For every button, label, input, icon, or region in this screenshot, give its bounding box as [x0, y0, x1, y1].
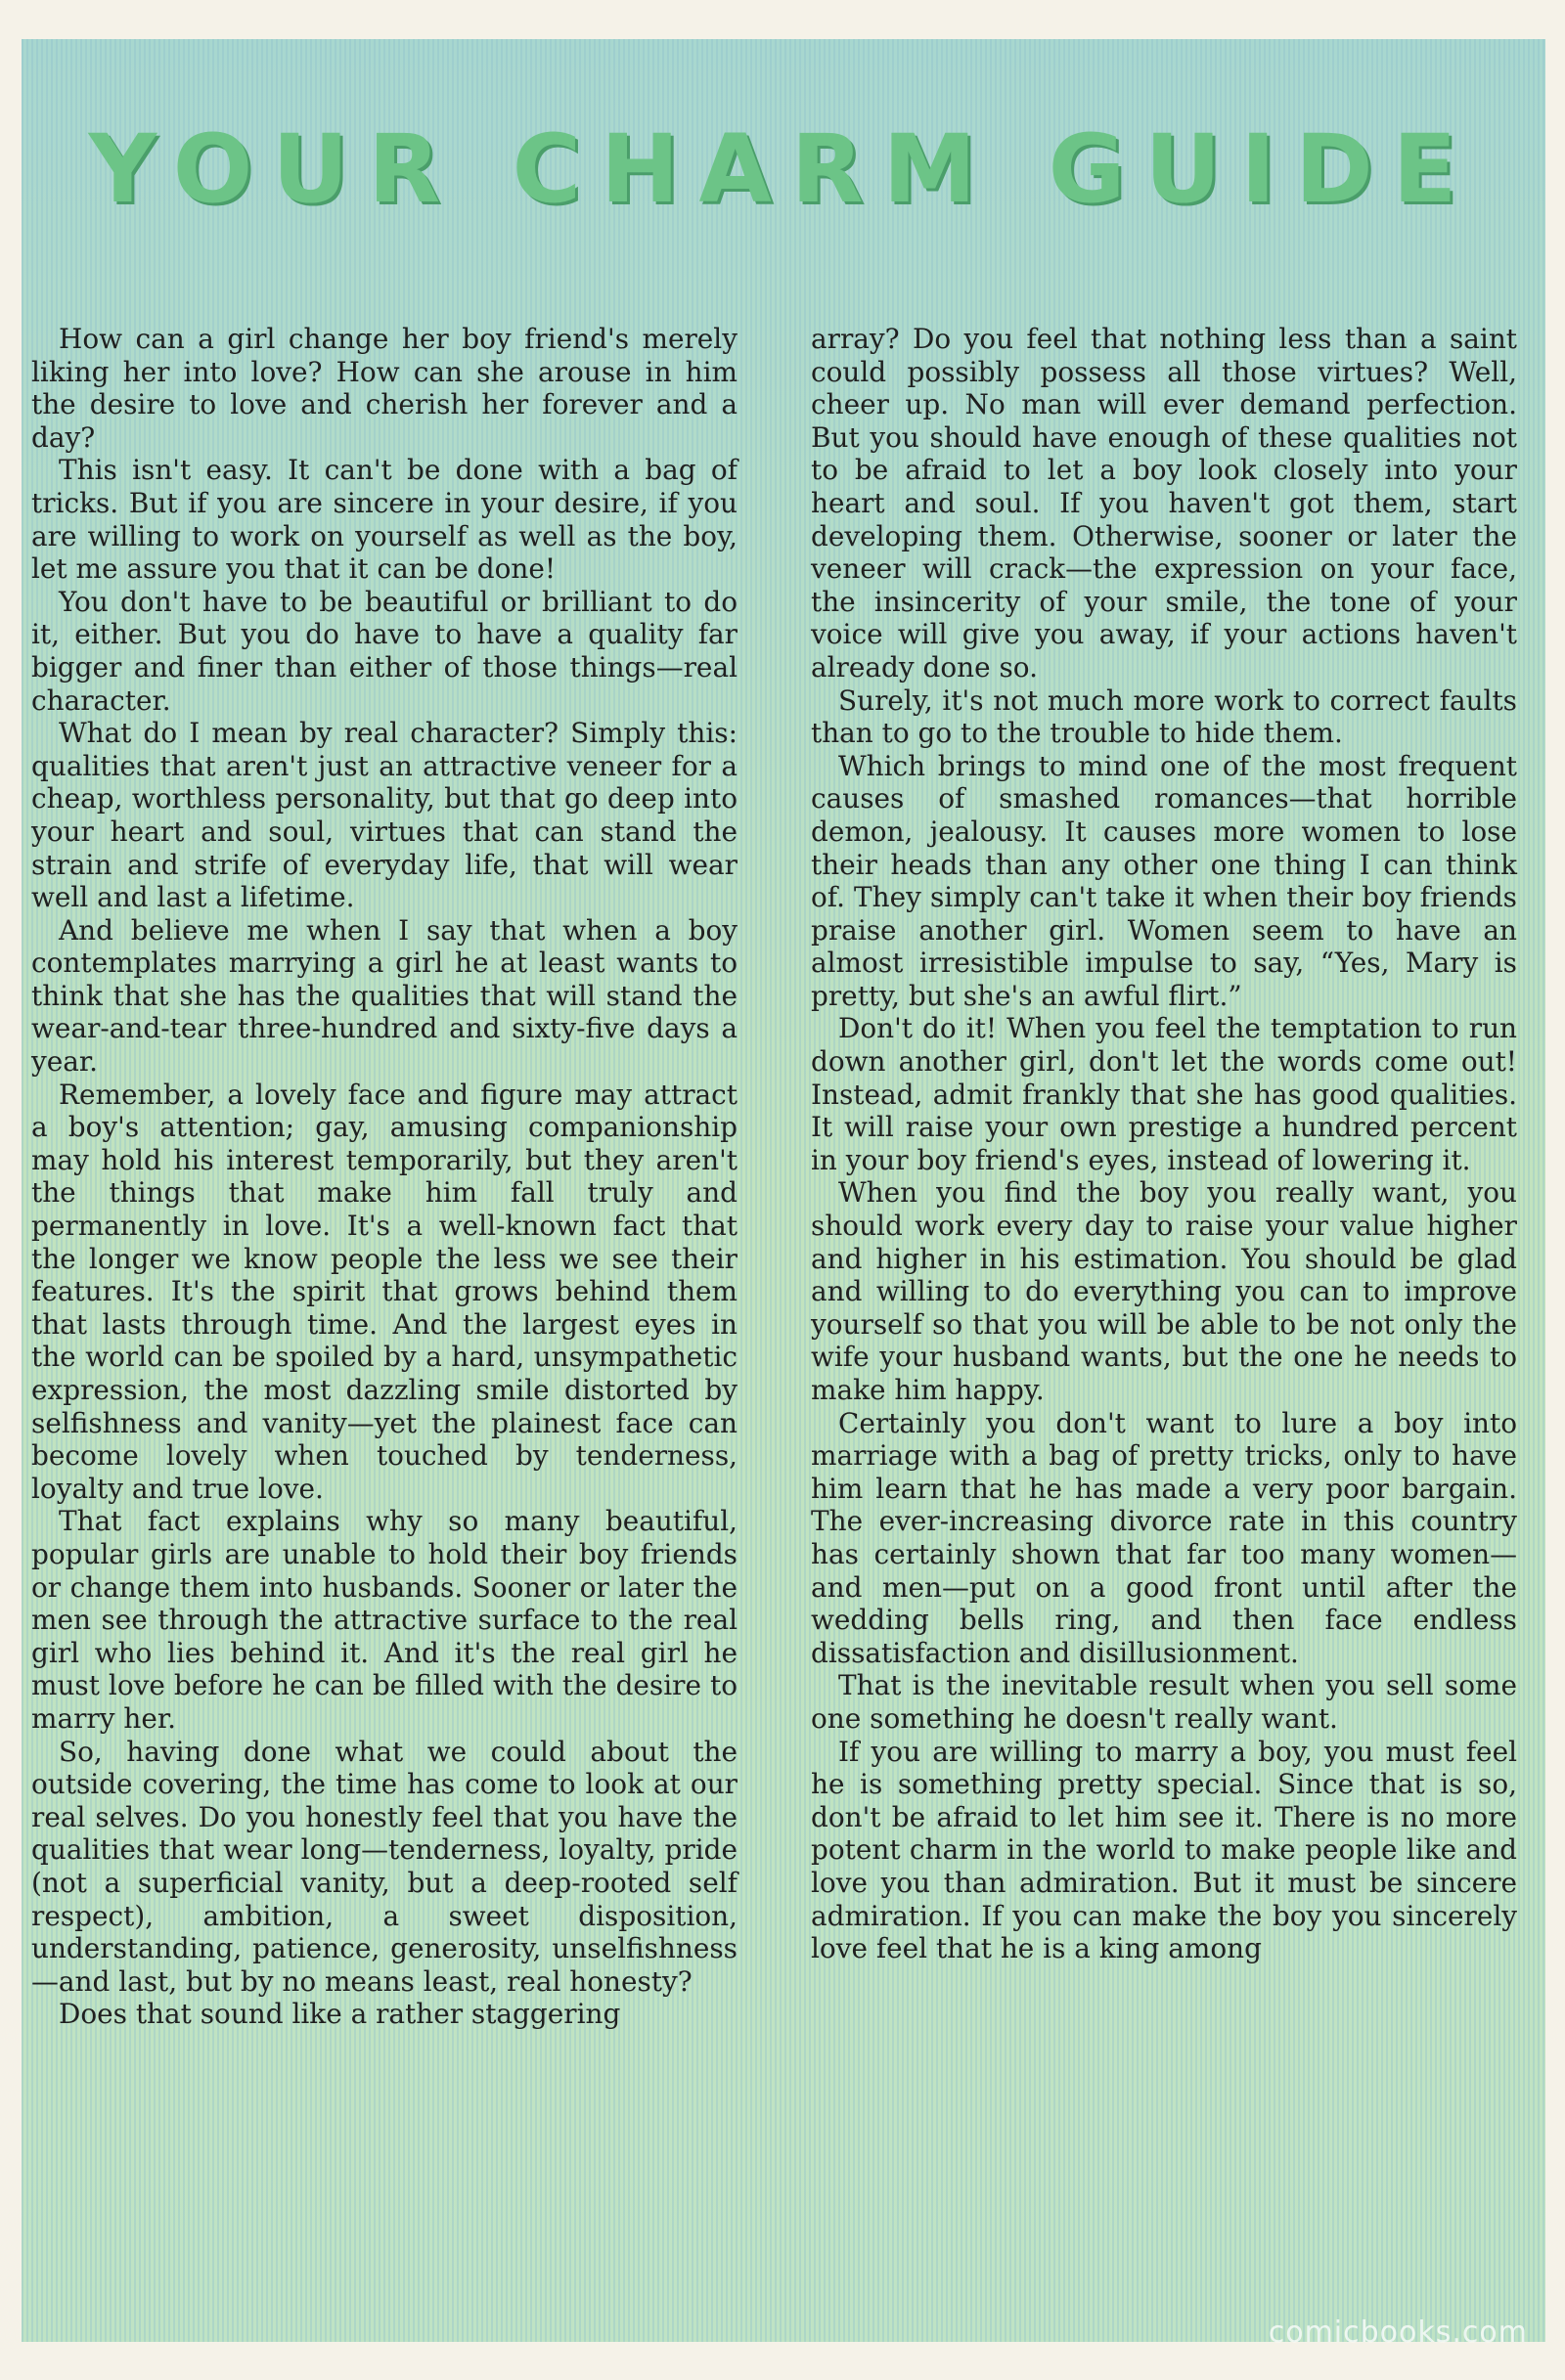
- paragraph: If you are willing to marry a boy, you must feel he is something pretty special. Since that is so, don't be afraid to let him see it. There is no more potent charm in the world to make people like and love you than admiration. But it must be sincere admiration. If you can make the boy you sincerely love feel that he is a king among: [811, 1735, 1517, 1965]
- paragraph: Does that sound like a rather staggering: [59, 1998, 621, 2031]
- paragraph: You don't have to be beautiful or brilliant to do it, either. But you do have to have a quality far bigger and finer than either of those things—real character.: [31, 585, 738, 717]
- page-title: YOUR CHARM GUIDE: [88, 114, 1477, 224]
- left-text-column: [31, 323, 738, 2031]
- paragraph: That fact explains why so many beautiful, popular girls are unable to hold their boy friends or change them into husbands. Sooner or later the men see through the attractive surface to the real girl who lies behind it. And it's the real girl he must love before he can be filled with the desire to marry her.: [31, 1505, 738, 1735]
- paragraph: So, having done what we could about the outside covering, the time has come to look at our real selves. Do you honestly feel that you have the qualities that wear long—tenderness, loyalty, pride (not a superficial vanity, but a deep-rooted self respect), ambition, a sweet disposition, understanding, patience, generosity, unselfishness—and last, but by no means least, real honesty?: [31, 1735, 738, 1998]
- paragraph: Which brings to mind one of the most frequent causes of smashed romances—that horrible demon, jealousy. It causes more women to lose their heads than any other one thing I can think of. They simply can't take it when their boy friends praise another girl. Women seem to have an almost irresistible impulse to say, “Yes, Mary is pretty, but she's an awful flirt.”: [811, 749, 1517, 1012]
- paragraph: What do I mean by real character? Simply this: qualities that aren't just an attractive veneer for a cheap, worthless personality, but that go deep into your heart and soul, virtues that can stand the strain and strife of everyday life, that will wear well and last a lifetime.: [31, 717, 738, 914]
- paragraph: And believe me when I say that when a boy contemplates marrying a girl he at least wants to think that she has the qualities that will stand the wear-and-tear three-hundred and sixty-five days a year.: [31, 913, 738, 1079]
- paragraph: That is the inevitable result when you sell some one something he doesn't really want.: [811, 1669, 1517, 1735]
- paragraph: When you find the boy you really want, you should work every day to raise your value higher and higher in his estimation. You should be glad and willing to do everything you can to improve yourself so that you will be able to be not only the wife your husband wants, but the one he needs to make him happy.: [811, 1176, 1517, 1406]
- paragraph: How can a girl change her boy friend's merely liking her into love? How can she arouse in him the desire to love and cherish her forever and a day?: [31, 323, 738, 454]
- source-watermark: comicbooks.com: [1268, 2315, 1528, 2350]
- paragraph: This isn't easy. It can't be done with a bag of tricks. But if you are sincere in your desire, if you are willing to work on yourself as well as the boy, let me assure you that it can be done!: [31, 454, 738, 586]
- paragraph: Surely, it's not much more work to correct faults than to go to the trouble to hide them.: [811, 683, 1517, 750]
- paragraph: Don't do it! When you feel the temptation to run down another girl, don't let the words come out! Instead, admit frankly that she has good qualities. It will raise your own prestige a hundred percent in your boy friend's eyes, instead of lowering it.: [811, 1012, 1517, 1176]
- continued-paragraph: array? Do you feel that nothing less than a saint could possibly possess all those virtues? Well, cheer up. No man will ever demand perfection. But you should have enough of these qualities not to be afraid to let a boy look closely into your heart and soul. If you haven't got them, start developing them. Otherwise, sooner or later the veneer will crack—the expression on your face, the insincerity of your smile, the tone of your voice will give you away, if your actions haven't already done so.: [811, 323, 1517, 683]
- right-text-column: [811, 323, 1517, 1965]
- paragraph: Remember, a lovely face and figure may attract a boy's attention; gay, amusing companionship may hold his interest temporarily, but they aren't the things that make him fall truly and permanently in love. It's a well-known fact that the longer we know people the less we see their features. It's the spirit that grows behind them that lasts through time. And the largest eyes in the world can be spoiled by a hard, unsympathetic expression, the most dazzling smile distorted by selfishness and vanity—yet the plainest face can become lovely when touched by tenderness, loyalty and true love.: [31, 1078, 738, 1505]
- paragraph: Certainly you don't want to lure a boy into marriage with a bag of pretty tricks, only to have him learn that he has made a very poor bargain. The ever-increasing divorce rate in this country has certainly shown that far too many women—and men—put on a good front until after the wedding bells ring, and then face endless dissatisfaction and disillusionment.: [811, 1406, 1517, 1669]
